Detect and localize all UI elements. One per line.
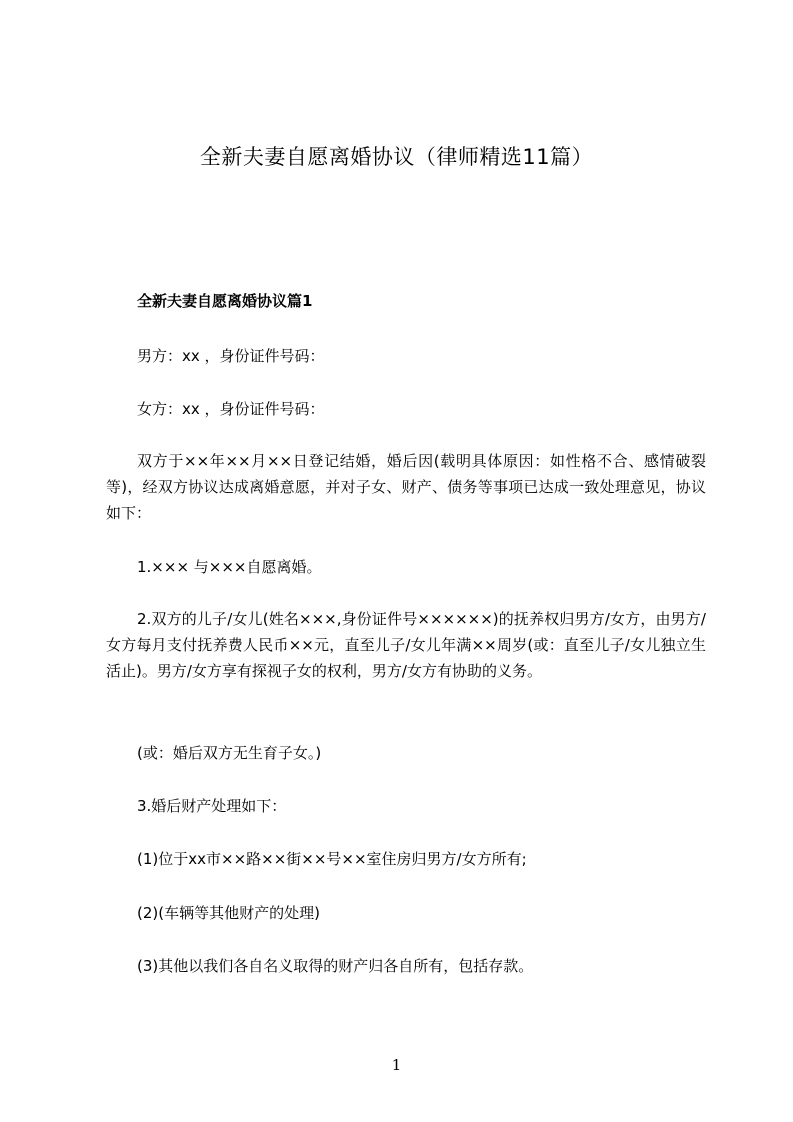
page-number: 1: [391, 1056, 402, 1074]
paragraph-clause-2-alternative: (或：婚后双方无生育子女。): [137, 744, 322, 762]
paragraph-clause-1: 1.××× 与×××自愿离婚。: [137, 558, 322, 576]
paragraph-clause-3-item-3: (3)其他以我们各自名义取得的财产归各自所有，包括存款。: [137, 957, 534, 975]
section-heading: 全新夫妻自愿离婚协议篇1: [137, 292, 313, 310]
paragraph-marriage-statement: 双方于××年××月××日登记结婚，婚后因(载明具体原因：如性格不合、感情破裂等)，经双方协议达成离婚意愿，并对子女、财产、债务等事项已达成一致处理意见，协议如下：: [106, 452, 706, 522]
paragraph-clause-3-item-2: (2)(车辆等其他财产的处理): [137, 904, 320, 922]
paragraph-clause-2: 2.双方的儿子/女儿(姓名×××,身份证件号××××××)的抚养权归男方/女方，由男方/女方每月支付抚养费人民币××元，直至儿子/女儿年满××周岁(或：直至儿子/女儿独立生活止)。男方/女方享有探视子女的权利，男方/女方有协助的义务。: [106, 610, 706, 680]
paragraph-male-party: 男方：xx ，身份证件号码：: [137, 347, 325, 365]
paragraph-clause-3-item-1: (1)位于xx市××路××街××号××室住房归男方/女方所有;: [137, 850, 527, 868]
paragraph-clause-3: 3.婚后财产处理如下：: [137, 797, 287, 815]
document-title: 全新夫妻自愿离婚协议（律师精选11篇）: [199, 145, 594, 169]
paragraph-female-party: 女方：xx ，身份证件号码：: [137, 400, 325, 418]
